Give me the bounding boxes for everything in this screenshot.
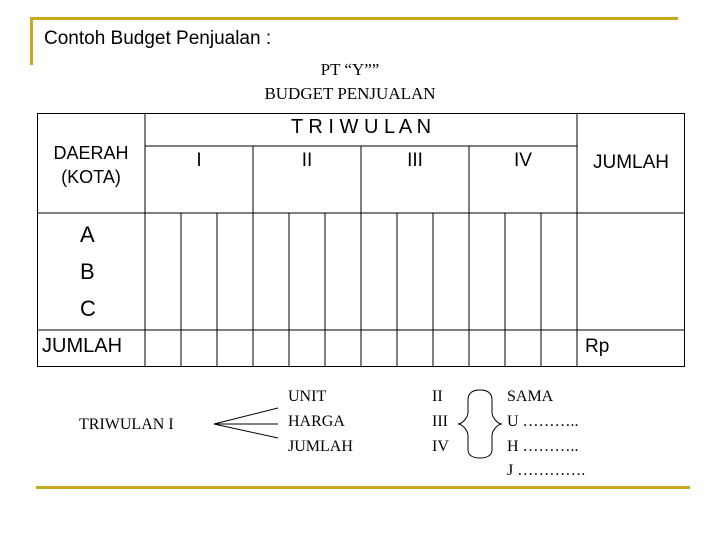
result-line-unit: U ……….. [507,413,579,430]
slide-title: Contoh Budget Penjualan : [44,28,272,49]
branch-arrow [214,408,278,438]
triwulan-group-header: T R I W U L A N [290,116,432,138]
diagram-quarter-3: III [432,413,448,430]
company-name: PT “Y”” [320,60,380,79]
quarter-bracket [458,390,480,458]
quarter-header-3: III [407,150,423,171]
diagram-source-label: TRIWULAN I [79,416,174,433]
diagram-quarter-2: II [432,388,443,405]
region-header-line1: DAERAH [53,143,129,163]
row-label-b: B [80,259,95,284]
region-header-line2: (KOTA) [61,167,121,187]
currency-label: Rp [585,336,610,357]
diagram-item-unit: UNIT [288,388,327,405]
quarter-header-2: II [301,150,313,171]
total-header: JUMLAH [592,152,669,173]
diagram-quarter-4: IV [432,438,449,455]
row-label-a: A [80,222,95,247]
total-row-label: JUMLAH [42,335,123,357]
result-line-harga: H ……….. [507,438,579,455]
diagram-item-jumlah: JUMLAH [288,438,353,455]
budget-subtitle: BUDGET PENJUALAN [264,84,436,103]
result-line-jumlah: J …………. [507,462,586,479]
quarter-header-4: IV [514,150,532,171]
row-label-c: C [80,296,96,321]
result-title: SAMA [507,388,554,405]
result-bracket [480,390,502,458]
quarter-header-1: I [196,150,202,171]
diagram-item-harga: HARGA [288,413,345,430]
